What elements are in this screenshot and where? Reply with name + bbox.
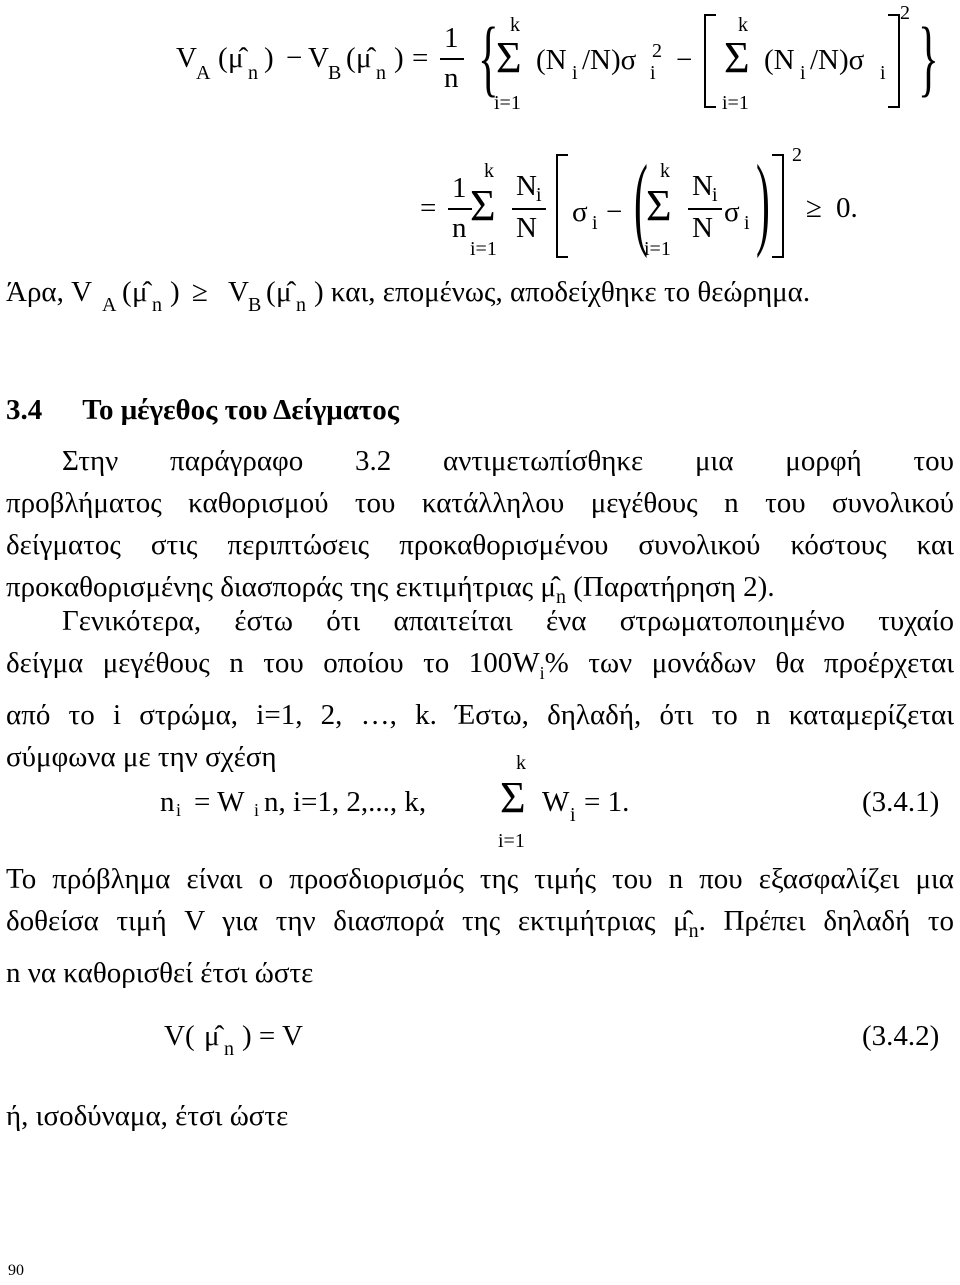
eq2-paren-open: ( [634,144,648,259]
eq2-bracket-open [556,154,568,258]
para3-line2-n: n [688,919,699,942]
eq1-frac-num: 1 [444,22,459,54]
conclusion-close1: ) [170,276,180,308]
eq2-sigma1: σ [572,196,588,228]
eq3-rest: n, i=1, 2,..., k, [264,786,427,818]
eq2-sum2-i: i=1 [644,238,671,260]
eq2-geq: ≥ [806,192,822,224]
eq2-frac3-bar [688,208,722,210]
closing-text: ή, ισοδύναμα, έτσι ώστε [6,1100,289,1132]
conclusion-prefix: Άρα, V [6,276,93,308]
para2-line3: από το i στρώμα, i=1, 2, …, k. Έστω, δηλαδή, ότι το n καταμερίζεται [6,698,954,731]
eq1-sum2: Σ [724,33,750,82]
eq2-sum1: Σ [470,181,496,230]
eq1-brace-open: { [478,9,499,105]
paragraph-1 [6,440,954,618]
eq2-bracket-close [772,154,784,258]
eq1-term1-sq: 2 [652,40,662,62]
para3-line2-mu: μ̂ [673,905,689,937]
eq1-sum1: Σ [496,33,522,82]
section-heading [6,394,399,427]
eq1-term2-rest: /N)σ [810,44,865,76]
eq1-close2: ) [394,42,404,74]
eq2-frac2-num: N [516,170,537,202]
eq3-label: (3.4.1) [862,786,940,818]
eq1-outer-sq: 2 [900,2,910,24]
eq1-bracket-close [888,14,900,108]
eq1-brace-close: } [918,9,939,105]
eq1-paren1: ( [218,42,228,74]
para3-line2 [6,900,954,952]
para3-line3: n να καθορισθεί έτσι ώστε [6,956,314,989]
eq2-frac2-den: N [516,212,537,244]
para1-line2: προβλήματος καθορισμού του κατάλληλου μεγέθους n του συνολικού [6,487,954,519]
eq2-zero: 0. [836,192,858,224]
eq1-frac-den: n [444,62,459,94]
eq1-equals: = [412,42,429,74]
eq2-sum1-i: i=1 [470,238,497,260]
eq2-frac-num: 1 [452,172,467,204]
eq2-sum2-k: k [660,160,670,182]
eq1-mu1: μ̂ [228,42,244,74]
eq2-frac3-num: N [692,170,713,202]
eq4-open: V( [164,1020,195,1052]
eq1-term2-i: i [800,62,806,84]
eq1-v2: V [308,42,329,74]
para1-line4-b: (Παρατήρηση 2). [573,571,775,603]
conclusion-vb: V [228,276,249,308]
eq2-sigma1-i: i [592,212,598,234]
eq1-frac-bar [440,58,464,60]
eq2-frac-bar [448,208,472,210]
para1-line4-n: n [555,585,566,608]
para2-line2-i: i [539,662,545,683]
para2-line2-a: δείγμα μεγέθους n του οποίου το 100W [6,647,540,679]
eq4-n: n [224,1038,234,1060]
eq1-term2: (N [764,44,795,76]
para2-line2-b: % των μονάδων θα προέρχεται [544,647,954,679]
eq3-sum: Σ [500,773,526,822]
conclusion-open2: ( [266,276,276,308]
eq1-term1-rest: /N)σ [582,44,637,76]
eq2-sq: 2 [792,144,802,166]
eq1-sub-n1: n [248,62,258,84]
conclusion-sub-n2: n [296,294,306,316]
eq2-frac3-den: N [692,212,713,244]
eq2-frac2-num-i: i [536,184,542,206]
para1-line4-mu: μ̂ [540,571,556,603]
eq2-minus: − [606,196,623,228]
eq1-sub-a: A [196,62,211,84]
eq2-sum2: Σ [646,181,672,230]
para3-line2-a: δοθείσα τιμή V για την διασπορά της εκτιμήτριας [6,905,656,937]
eq1-term1: (N [536,44,567,76]
conclusion-geq: ≥ [192,276,208,308]
conclusion-open1: ( [122,276,132,308]
page-number: 90 [8,1262,24,1279]
eq1-mu2: μ̂ [356,42,372,74]
eq4-mu: μ̂ [204,1020,220,1052]
conclusion-suffix: ) και, επομένως, αποδείχθηκε το θεώρημα. [314,276,811,308]
eq2-frac3-num-i: i [712,184,718,206]
para1-line3: δείγματος στις περιπτώσεις προκαθορισμένου συνολικού κόστους και [6,529,954,561]
para2-line2 [6,642,954,694]
eq3-sum-i: i=1 [498,830,525,852]
eq1-term1-i: i [572,62,578,84]
eq3-sum-k: k [516,752,526,774]
eq1-sub-n2: n [376,62,386,84]
eq2-equals: = [420,192,437,224]
eq1-paren2: ( [346,42,356,74]
eq2-frac-den: n [452,212,467,244]
para1-line4-a: προκαθορισμένης διασποράς της εκτιμήτριας [6,571,534,603]
para2-line1: Γενικότερα, έστω ότι απαιτείται ένα στρωματοποιημένο τυχαίο [62,605,954,637]
eq2-sigma2-i: i [744,212,750,234]
eq3-eq-w: = W [194,786,245,818]
conclusion-sub-a: A [102,294,117,316]
section-number: 3.4 [6,394,43,426]
eq1-sum1-i: i=1 [494,92,521,114]
para3-line2-b: . Πρέπει δηλαδή το [698,905,955,937]
eq3-n: n [160,786,175,818]
paragraph-3 [6,858,954,994]
eq2-sigma2: σ [724,196,740,228]
conclusion-mu2: μ̂ [276,276,292,308]
eq1-sub-b: B [328,62,342,84]
para2-line4: σύμφωνα με την σχέση [6,740,277,773]
eq3-eq1: = 1. [584,786,630,818]
paragraph-2 [6,600,954,778]
eq1-minus: − [286,42,303,74]
eq2-sum1-k: k [484,160,494,182]
conclusion-mu1: μ̂ [132,276,148,308]
eq1-sum1-k: k [510,14,520,36]
eq1-bracket-open [704,14,716,108]
eq3-w-i: i [254,800,260,820]
eq3-W: W [542,786,570,818]
conclusion-sub-n1: n [152,294,162,316]
para3-line1: Το πρόβλημα είναι ο προσδιορισμός της τιμής του n που εξασφαλίζει μια [6,863,954,895]
eq3-n-i: i [176,800,182,820]
eq1-sum2-i: i=1 [722,92,749,114]
eq1-term2-i2: i [880,62,886,84]
eq4-label: (3.4.2) [862,1020,940,1052]
eq1-term1-i2: i [650,62,656,84]
para1-line1: Στην παράγραφο 3.2 αντιμετωπίσθηκε μια μορφή του [62,445,954,477]
eq1-close1: ) [264,42,274,74]
eq1-v: V [176,42,197,74]
conclusion-sub-b: B [248,294,262,316]
eq3-W-i: i [570,804,576,826]
eq1-sum2-k: k [738,14,748,36]
eq2-frac2-bar [512,208,546,210]
section-title: Το μέγεθος του Δείγματος [82,394,400,426]
eq2-paren-close: ) [756,144,770,259]
eq4-close: ) = V [242,1020,303,1052]
eq1-minus2: − [676,44,693,76]
